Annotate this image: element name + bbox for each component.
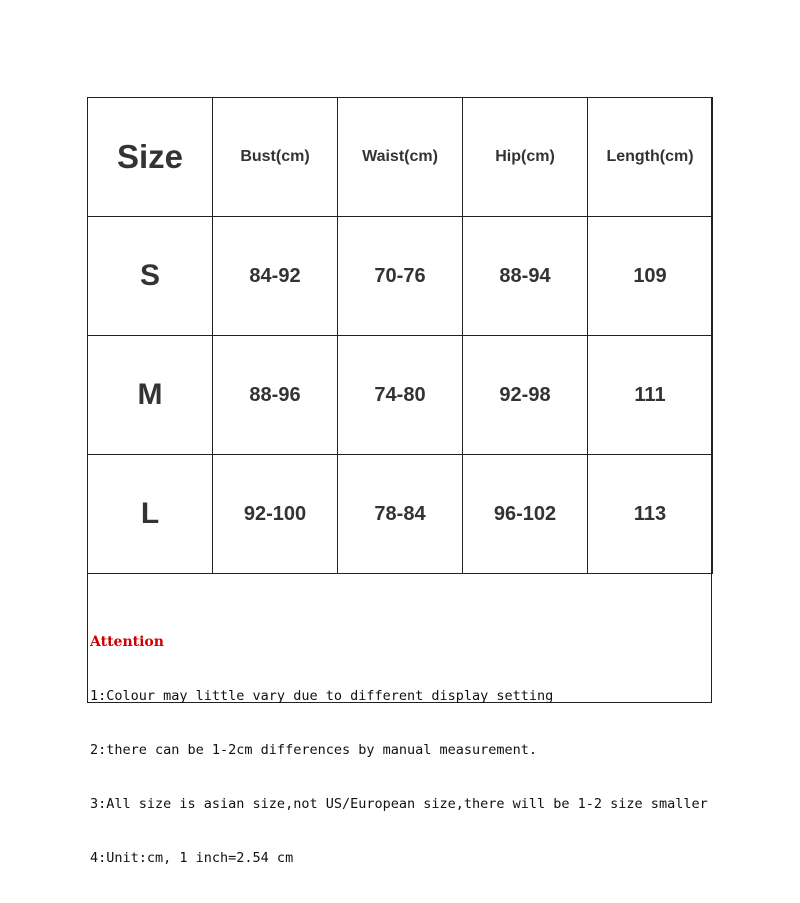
size-chart: [87, 97, 712, 866]
size-label: L: [88, 455, 213, 574]
size-header: Size: [88, 98, 213, 217]
size-table: [87, 97, 713, 574]
note-line-3: 3:All size is asian size,not US/European size,there will be 1-2 size smaller: [90, 796, 708, 812]
note-line-2: 2:there can be 1-2cm differences by manual measurement.: [90, 742, 538, 758]
attention-notes: [90, 597, 706, 903]
table-row: [88, 455, 713, 574]
attention-title: Attention: [90, 634, 164, 650]
column-header-hip: Hip(cm): [463, 98, 588, 217]
note-line-4: 4:Unit:cm, 1 inch=2.54 cm: [90, 850, 294, 866]
size-label: M: [88, 336, 213, 455]
waist-value: 78-84: [338, 455, 463, 574]
table-row: [88, 336, 713, 455]
length-value: 111: [588, 336, 713, 455]
waist-value: 74-80: [338, 336, 463, 455]
column-header-waist: Waist(cm): [338, 98, 463, 217]
hip-value: 88-94: [463, 217, 588, 336]
hip-value: 92-98: [463, 336, 588, 455]
bust-value: 92-100: [213, 455, 338, 574]
table-row: [88, 217, 713, 336]
column-header-bust: Bust(cm): [213, 98, 338, 217]
bust-value: 88-96: [213, 336, 338, 455]
table-header-row: [88, 98, 713, 217]
length-value: 109: [588, 217, 713, 336]
bust-value: 84-92: [213, 217, 338, 336]
column-header-length: Length(cm): [588, 98, 713, 217]
note-line-1: 1:Colour may little vary due to different display setting: [90, 688, 554, 704]
length-value: 113: [588, 455, 713, 574]
waist-value: 70-76: [338, 217, 463, 336]
hip-value: 96-102: [463, 455, 588, 574]
size-label: S: [88, 217, 213, 336]
